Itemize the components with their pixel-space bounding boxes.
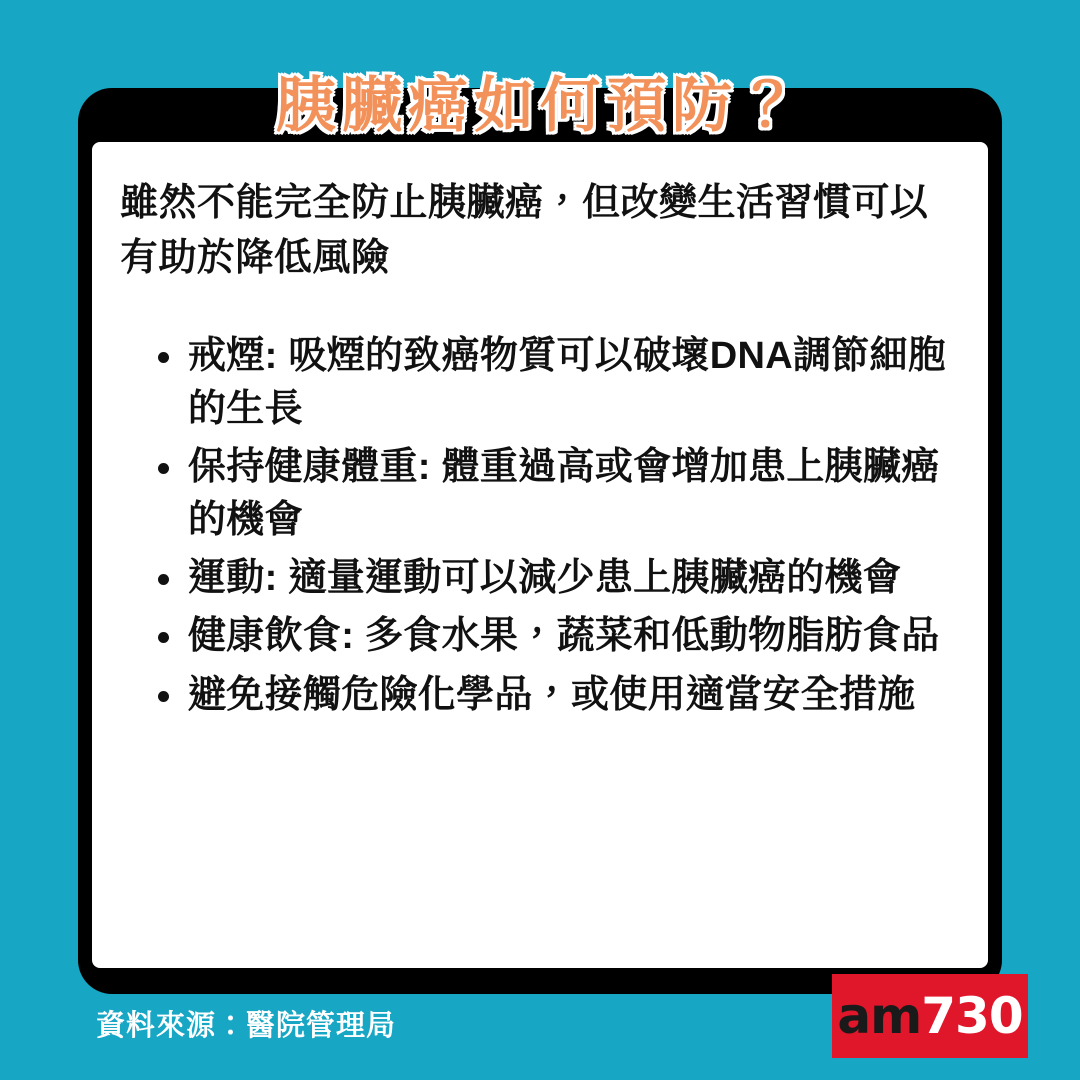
logo-730-text: 730	[921, 987, 1023, 1045]
am730-logo	[832, 974, 1028, 1058]
source-text: 資料來源：醫院管理局	[96, 1010, 397, 1042]
page-title: 胰臟癌如何預防？	[276, 72, 804, 139]
list-item: 避免接觸危險化學品，或使用適當安全措施	[154, 669, 960, 721]
prevention-tips-list	[120, 330, 960, 721]
content-card	[92, 142, 988, 968]
list-item: 健康飲食: 多食水果，蔬菜和低動物脂肪食品	[154, 610, 960, 662]
logo-label	[837, 987, 1023, 1045]
list-item: 運動: 適量運動可以減少患上胰臟癌的機會	[154, 552, 960, 604]
intro-text: 雖然不能完全防止胰臟癌，但改變生活習慣可以有助於降低風險	[120, 182, 929, 280]
list-item: 戒煙: 吸煙的致癌物質可以破壞DNA調節細胞的生長	[154, 330, 960, 435]
logo-am-text: am	[837, 987, 922, 1045]
list-item: 保持健康體重: 體重過高或會增加患上胰臟癌的機會	[154, 441, 960, 546]
